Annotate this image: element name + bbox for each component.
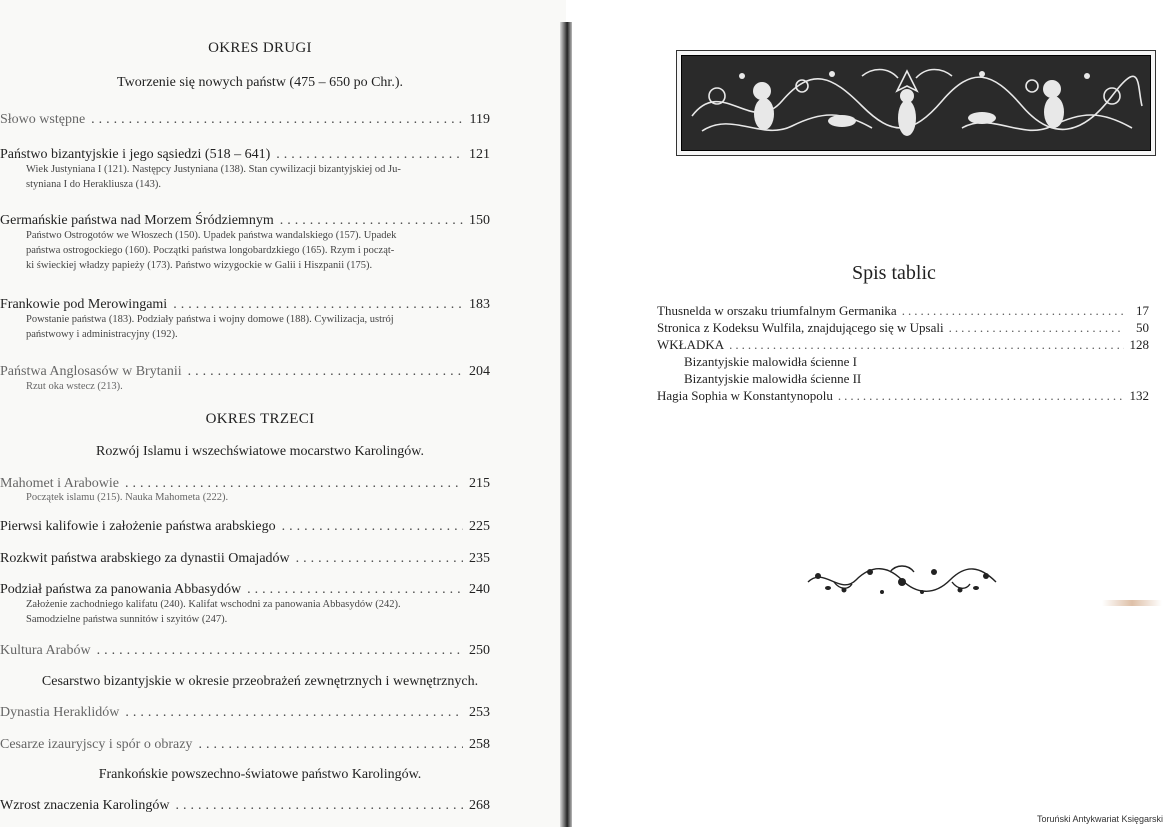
toc-entry	[0, 705, 490, 721]
toc-entry	[0, 643, 490, 659]
toc-entry-page: 235	[469, 551, 490, 566]
plate-page: 17	[1136, 303, 1149, 318]
inlay-item: Bizantyjskie malowidła ścienne II	[684, 371, 862, 386]
toc-entry	[0, 112, 490, 128]
toc-entry-description	[26, 312, 476, 342]
toc-entry-title: Cesarze izauryjscy i spór o obrazy	[0, 737, 193, 752]
leader-dots	[282, 519, 463, 535]
vine-ornament-icon	[804, 560, 1000, 602]
toc-entry-title: Dynastia Heraklidów	[0, 705, 120, 720]
toc-entry-page: 183	[469, 297, 490, 312]
plate-title: Stronica z Kodeksu Wulfila, znajdującego się w Upsali	[657, 320, 944, 335]
ornamental-banner	[676, 50, 1156, 156]
toc-entry-page: 121	[469, 147, 490, 162]
plate-page: 128	[1129, 337, 1149, 352]
plate-title: Hagia Sophia w Konstantynopolu	[657, 388, 833, 403]
part-two-heading: OKRES DRUGI	[208, 40, 312, 56]
leader-dots	[175, 798, 463, 814]
leader-dots	[198, 737, 463, 753]
toc-entry-title: Kultura Arabów	[0, 643, 91, 658]
inlay-item: Bizantyjskie malowidła ścienne I	[684, 354, 857, 369]
toc-entry-description	[26, 490, 476, 505]
toc-entry-page: 150	[469, 213, 490, 228]
toc-entry-description	[26, 228, 476, 273]
toc-entry	[0, 364, 490, 380]
toc-entry-page: 240	[469, 582, 490, 597]
plate-title: Thusnelda w orszaku triumfalnym Germanika	[657, 303, 897, 318]
leader-dots	[838, 388, 1124, 404]
toc-entry-page: 119	[469, 112, 490, 127]
toc-entry-description	[26, 597, 476, 627]
description-line: styniana I do Herakliusza (143).	[26, 179, 161, 190]
description-line: Rzut oka wstecz (213).	[26, 381, 123, 392]
byzantine-subheading: Cesarstwo bizantyjskie w okresie przeobrażeń zewnętrznych i wewnętrznych.	[41, 674, 479, 689]
toc-entry-page: 204	[469, 364, 490, 379]
toc-entry-title: Podział państwa za panowania Abbasydów	[0, 582, 242, 597]
toc-entry-description	[26, 379, 476, 394]
toc-entry	[0, 297, 490, 313]
toc-entry-page: 225	[469, 519, 490, 534]
description-line: Państwo Ostrogotów we Włoszech (150). Upadek państwa wandalskiego (157). Upadek	[26, 230, 397, 241]
part-three-subheading: Rozwój Islamu i wszechświatowe mocarstwo Karolingów.	[95, 444, 424, 459]
leader-dots	[91, 112, 463, 128]
plate-title: WKŁADKA	[657, 337, 725, 352]
description-line: Początek islamu (215). Nauka Mahometa (222).	[26, 492, 229, 503]
toc-entry	[0, 519, 490, 535]
part-three-heading: OKRES TRZECI	[205, 411, 315, 427]
description-line: państwa ostrogockiego (160). Początki państwa longobardzkiego (165). Rzym i począt-	[26, 245, 395, 256]
toc-entry-page: 250	[469, 643, 490, 658]
leader-dots	[902, 303, 1124, 319]
leader-dots	[125, 705, 463, 721]
description-line: ki świeckiej władzy papieży (173). Państwo wizygockie w Galii i Hiszpanii (175).	[26, 260, 373, 271]
toc-entry-title: Germańskie państwa nad Morzem Śródziemnym	[0, 213, 274, 228]
toc-entry-title: Słowo wstępne	[0, 112, 86, 127]
leader-dots	[280, 213, 463, 229]
leader-dots	[276, 147, 463, 163]
description-line: Wiek Justyniana I (121). Następcy Justyniana (138). Stan cywilizacji bizantyjskiej od Ju-	[26, 164, 401, 175]
leader-dots	[729, 337, 1124, 353]
toc-entry-page: 215	[469, 476, 490, 491]
toc-entry-description	[26, 162, 476, 192]
leader-dots	[949, 320, 1124, 336]
leader-dots	[296, 551, 463, 567]
description-line: Założenie zachodniego kalifatu (240). Kalifat wschodni za panowania Abbasydów (242).	[26, 599, 401, 610]
plate-entry	[657, 303, 1149, 319]
toc-entry	[0, 737, 490, 753]
toc-entry	[0, 551, 490, 567]
toc-entry-page: 253	[469, 705, 490, 720]
paper-stain	[1102, 600, 1162, 606]
plate-entry	[657, 388, 1149, 404]
toc-entry-title: Państwo bizantyjskie i jego sąsiedzi (518 – 641)	[0, 147, 271, 162]
right-page	[572, 0, 1169, 827]
toc-entry-title: Wzrost znaczenia Karolingów	[0, 798, 170, 813]
frankish-subheading: Frankońskie powszechno-światowe państwo Karolingów.	[98, 767, 422, 782]
toc-entry-title: Mahomet i Arabowie	[0, 476, 119, 491]
plate-page: 132	[1129, 388, 1149, 403]
banner-engraving	[681, 55, 1151, 151]
book-gutter	[560, 22, 572, 827]
watermark: Toruński Antykwariat Księgarski	[1036, 814, 1163, 824]
toc-entry-title: Frankowie pod Merowingami	[0, 297, 168, 312]
description-line: państwowy i administracyjny (192).	[26, 329, 178, 340]
leader-dots	[247, 582, 463, 598]
leader-dots	[97, 643, 463, 659]
plate-page: 50	[1136, 320, 1149, 335]
plate-entry	[657, 320, 1149, 336]
toc-entry-title: Rozkwit państwa arabskiego za dynastii Omajadów	[0, 551, 290, 566]
toc-entry	[0, 147, 490, 163]
leader-dots	[188, 364, 463, 380]
plate-entry	[657, 337, 1149, 353]
description-line: Samodzielne państwa sunnitów i szyitów (247).	[26, 614, 228, 625]
toc-entry	[0, 213, 490, 229]
toc-entry	[0, 582, 490, 598]
toc-entry-page: 258	[469, 737, 490, 752]
toc-entry	[0, 798, 490, 814]
description-line: Powstanie państwa (183). Podziały państwa i wojny domowe (188). Cywilizacja, ustrój	[26, 314, 394, 325]
list-of-plates-title: Spis tablic	[852, 262, 936, 284]
part-two-subheading: Tworzenie się nowych państw (475 – 650 po Chr.).	[117, 75, 403, 90]
left-page	[0, 0, 566, 827]
leader-dots	[173, 297, 463, 313]
toc-entry-title: Państwa Anglosasów w Brytanii	[0, 364, 182, 379]
toc-entry-title: Pierwsi kalifowie i założenie państwa arabskiego	[0, 519, 276, 534]
toc-entry-page: 268	[469, 798, 490, 813]
grotesque-ornament-icon	[682, 56, 1150, 150]
